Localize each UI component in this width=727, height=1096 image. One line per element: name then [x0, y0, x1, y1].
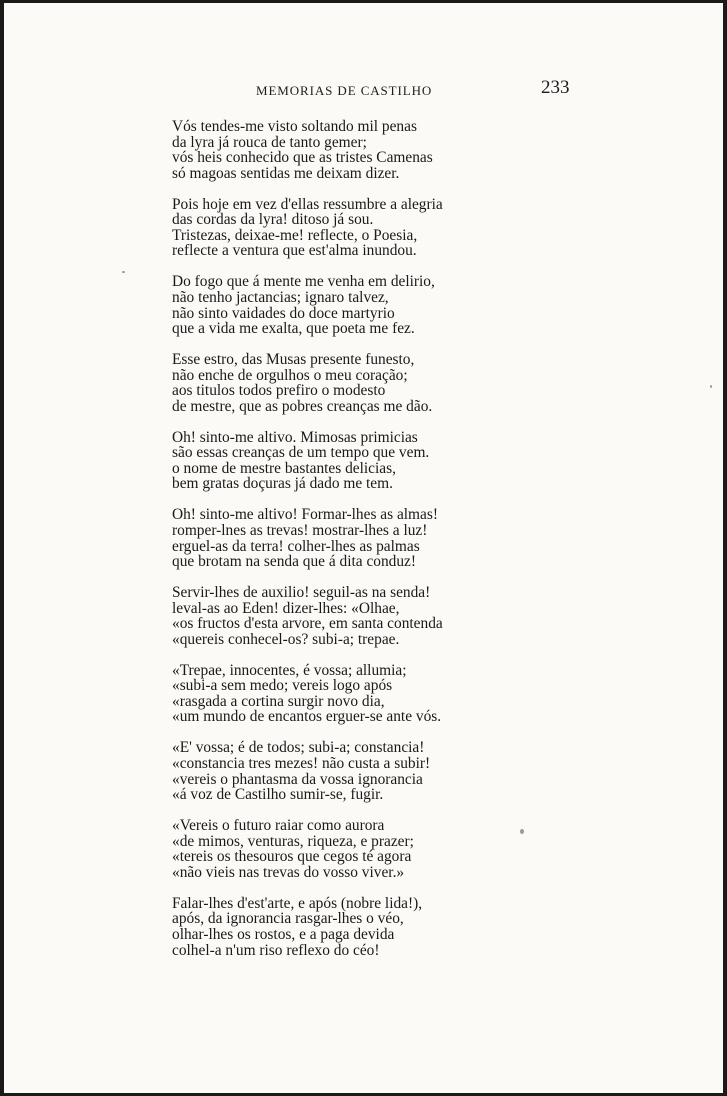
poem-line: Esse estro, das Musas presente funesto, [172, 351, 415, 369]
stanza [172, 663, 692, 725]
poem-line: são essas creanças de um tempo que vem. [172, 444, 430, 462]
poem-line: leval-as ao Eden! dizer-lhes: «Olhae, [172, 599, 400, 617]
poem-line: erguel-as da terra! colher-lhes as palmas [172, 537, 420, 555]
poem-line: que brotam na senda que á dita conduz! [172, 553, 417, 571]
poem-line: Tristezas, deixae-me! reflecte, o Poesia, [172, 226, 418, 244]
stanza [172, 585, 692, 647]
poem-line: romper-lnes as trevas! mostrar-lhes a luz! [172, 521, 428, 539]
poem-line: «de mimos, venturas, riqueza, e prazer; [172, 832, 414, 850]
poem-line: da lyra já rouca de tanto gemer; [172, 133, 367, 151]
poem-line: «constancia tres mezes! não custa a subir! [172, 754, 431, 772]
stanza [172, 740, 692, 802]
poem-line: «Trepae, innocentes, é vossa; allumia; [172, 661, 407, 679]
page-header [4, 77, 723, 103]
poem-line: olhar-lhes os rostos, e a paga devida [172, 925, 395, 943]
poem-line: aos titulos todos prefiro o modesto [172, 382, 386, 400]
stanza [172, 896, 692, 958]
poem-line: de mestre, que as pobres creanças me dão. [172, 397, 433, 415]
poem-line: vós heis conhecido que as tristes Camenas [172, 149, 433, 167]
running-title: MEMORIAS DE CASTILHO [256, 83, 433, 98]
stanza [172, 197, 692, 259]
poem-line: não sinto vaidades do doce martyrio [172, 304, 395, 322]
poem-line: que a vida me exalta, que poeta me fez. [172, 320, 415, 338]
poem-body [172, 119, 692, 973]
poem-line: colhel-a n'um riso reflexo do céo! [172, 941, 380, 959]
poem-line: «rasgada a cortina surgir novo dia, [172, 692, 385, 710]
poem-line: reflecte a ventura que est'alma inundou. [172, 242, 417, 260]
stanza [172, 430, 692, 492]
poem-line: após, da ignorancia rasgar-lhes o véo, [172, 910, 404, 928]
stanza [172, 119, 692, 181]
paper-speck [710, 385, 712, 388]
poem-line: «E' vossa; é de todos; subi-a; constancia! [172, 739, 425, 757]
poem-line: «vereis o phantasma da vossa ignorancia [172, 770, 423, 788]
poem-line: o nome de mestre bastantes delicias, [172, 459, 396, 477]
poem-line: Oh! sinto-me altivo. Mimosas primicias [172, 428, 418, 446]
poem-line: «não vieis nas trevas do vosso viver.» [172, 863, 405, 881]
poem-line: Oh! sinto-me altivo! Formar-lhes as almas! [172, 506, 438, 524]
poem-line: «subi-a sem medo; vereis logo após [172, 677, 393, 695]
poem-line: das cordas da lyra! ditoso já sou. [172, 211, 374, 229]
page-number: 233 [541, 77, 570, 98]
paper-speck [122, 271, 125, 273]
poem-line: Vós tendes-me visto soltando mil penas [172, 118, 417, 135]
poem-line: «tereis os thesouros que cegos té agora [172, 848, 412, 866]
poem-line: Falar-lhes d'est'arte, e após (nobre lida!), [172, 894, 423, 912]
paper-speck [520, 829, 524, 834]
stanza [172, 352, 692, 414]
stanza [172, 507, 692, 569]
poem-line: «um mundo de encantos erguer-se ante vós. [172, 708, 442, 726]
poem-line: «á voz de Castilho sumir-se, fugir. [172, 786, 384, 804]
poem-line: não tenho jactancias; ignaro talvez, [172, 288, 389, 306]
stanza [172, 274, 692, 336]
poem-line: Pois hoje em vez d'ellas ressumbre a alegria [172, 195, 443, 213]
book-page [4, 3, 723, 1093]
poem-line: não enche de orgulhos o meu coração; [172, 366, 408, 384]
stanza [172, 818, 692, 880]
poem-line: Do fogo que á mente me venha em delirio, [172, 273, 435, 291]
poem-line: «Vereis o futuro raiar como aurora [172, 817, 385, 835]
poem-line: Servir-lhes de auxilio! seguil-as na senda! [172, 584, 431, 602]
poem-line: só magoas sentidas me deixam dizer. [172, 164, 400, 182]
poem-line: «quereis conhecel-os? subi-a; trepae. [172, 630, 400, 648]
poem-line: bem gratas doçuras já dado me tem. [172, 475, 393, 493]
poem-line: «os fructos d'esta arvore, em santa contenda [172, 615, 443, 633]
